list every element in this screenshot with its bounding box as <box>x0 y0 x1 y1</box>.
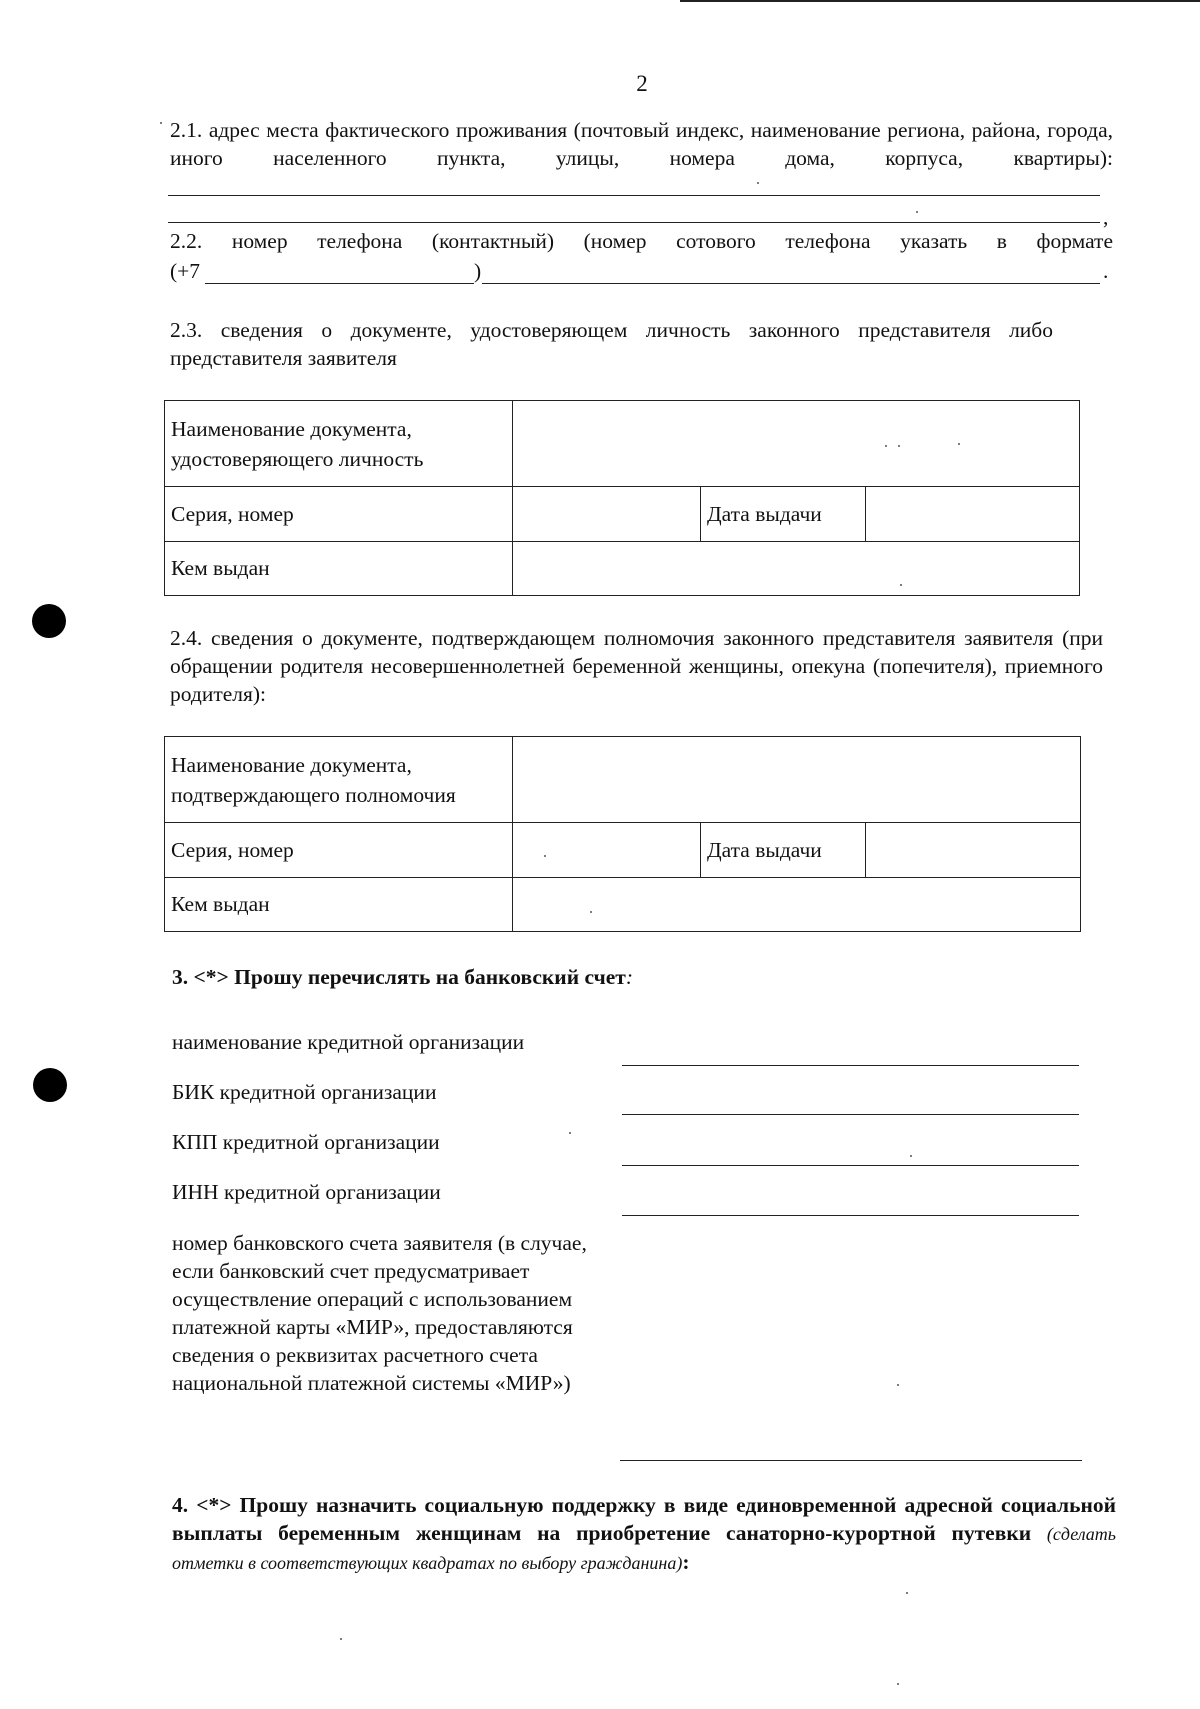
scan-speck <box>916 211 918 213</box>
address-line-2[interactable] <box>168 222 1100 223</box>
address-comma: , <box>1103 205 1109 229</box>
bank-name-line[interactable] <box>622 1065 1079 1066</box>
authority-date-label: Дата выдачи <box>701 823 866 877</box>
identity-doc-name-label: Наименование документа, удостоверяющего личность <box>165 401 513 487</box>
bank-name-label: наименование кредитной организации <box>172 1030 525 1054</box>
identity-date-field[interactable] <box>866 487 1080 541</box>
address-line-1[interactable] <box>168 195 1100 196</box>
inn-line[interactable] <box>622 1215 1079 1216</box>
section-4-note: (сделать отметки в соответствующих квадратах по выбору гражданина) <box>172 1524 1116 1573</box>
authority-document-table <box>164 736 1081 932</box>
identity-series-label: Серия, номер <box>165 487 513 541</box>
inn-label: ИНН кредитной организации <box>172 1180 441 1204</box>
authority-series-field[interactable] <box>513 823 701 877</box>
scan-speck <box>900 584 902 586</box>
phone-extra-line[interactable] <box>482 283 1100 284</box>
punch-hole-top <box>32 604 66 638</box>
kpp-line[interactable] <box>622 1165 1079 1166</box>
account-number-label: номер банковского счета заявителя (в случае, если банковский счет предусматривает осуществление операций с использованием платежной карты «МИР», предоставляются сведения о реквизитах расчетного счета национальной платежной системы «МИР») <box>172 1231 587 1395</box>
authority-issued-by-label: Кем выдан <box>165 877 513 931</box>
authority-issued-by-field[interactable] <box>513 877 1081 931</box>
authority-date-field[interactable] <box>866 823 1081 877</box>
section-3-heading: 3. <*> Прошу перечислять на банковский счет: <box>172 965 633 989</box>
scan-speck <box>885 445 887 447</box>
scan-speck <box>544 855 546 857</box>
scan-speck <box>757 182 759 184</box>
scan-speck <box>898 445 900 447</box>
section-2-3-text: 2.3. сведения о документе, удостоверяющем личность законного представителя либо представителя заявителя <box>170 318 1053 370</box>
phone-end-dot: . <box>1103 259 1109 283</box>
scan-speck <box>910 1155 912 1157</box>
kpp-label: КПП кредитной организации <box>172 1130 440 1154</box>
identity-issued-by-label: Кем выдан <box>165 541 513 595</box>
scan-speck <box>897 1683 899 1685</box>
authority-doc-name-field[interactable] <box>513 737 1081 823</box>
scan-speck <box>958 443 960 445</box>
authority-series-label: Серия, номер <box>165 823 513 877</box>
authority-doc-name-label: Наименование документа, подтверждающего полномочия <box>165 737 513 823</box>
top-edge-line <box>680 0 1200 2</box>
bik-label: БИК кредитной организации <box>172 1080 437 1104</box>
identity-doc-name-field[interactable] <box>513 401 1080 487</box>
scan-speck <box>906 1592 908 1594</box>
identity-document-table <box>164 400 1080 596</box>
section-2-2-text: 2.2. номер телефона (контактный) (номер сотового телефона указать в формате <box>170 229 1113 253</box>
phone-prefix: (+7 <box>170 259 201 283</box>
scan-speck <box>590 911 592 913</box>
section-4-heading: 4. <*> Прошу назначить социальную поддержку в виде единовременной адресной социальной выплаты беременным женщинам на приобретение санаторно-курортной путевки (сделать отметки в соответствующих квадратах по выбору гражданина): <box>172 1493 1116 1574</box>
account-number-line[interactable] <box>620 1460 1082 1461</box>
identity-date-label: Дата выдачи <box>701 487 866 541</box>
bik-line[interactable] <box>622 1114 1079 1115</box>
punch-hole-bottom <box>33 1068 67 1102</box>
section-2-4-text: 2.4. сведения о документе, подтверждающем полномочия законного представителя заявителя (при обращении родителя несовершеннолетней беременной женщины, опекуна (попечителя), приемного родителя): <box>170 626 1103 706</box>
scan-speck <box>897 1384 899 1386</box>
identity-issued-by-field[interactable] <box>513 541 1080 595</box>
scan-speck <box>160 122 162 124</box>
identity-series-field[interactable] <box>513 487 701 541</box>
scan-speck <box>340 1638 342 1640</box>
phone-close-paren: ) <box>474 259 482 283</box>
scan-speck <box>569 1132 571 1134</box>
section-2-1-text: 2.1. адрес места фактического проживания (почтовый индекс, наименование региона, района, города, иного населенного пункта, улицы, номера дома, корпуса, квартиры): <box>170 118 1113 170</box>
page-number: 2 <box>636 71 648 96</box>
phone-number-line[interactable] <box>205 283 474 284</box>
